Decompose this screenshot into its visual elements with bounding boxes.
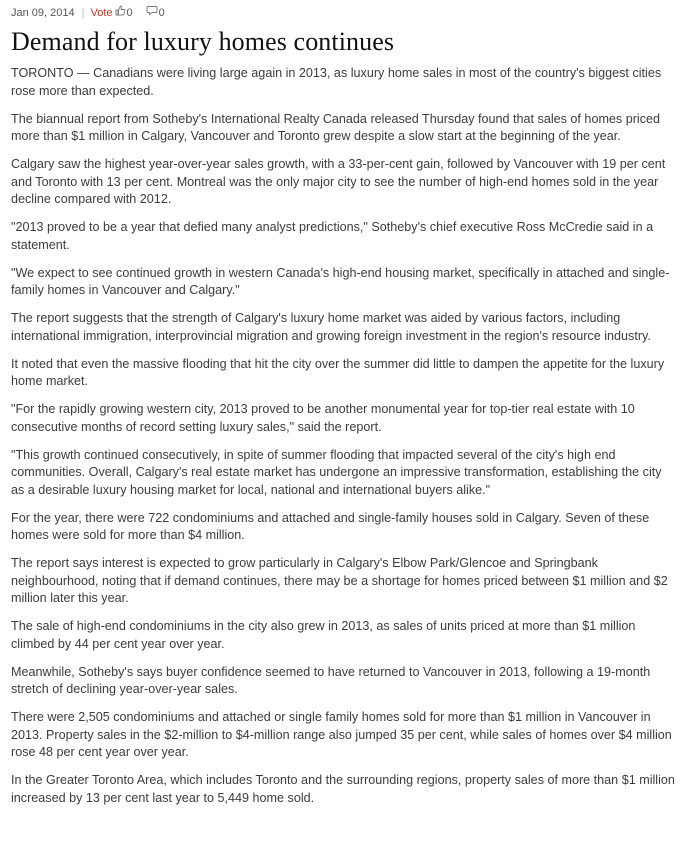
thumbs-up-icon <box>115 4 126 22</box>
paragraph: The sale of high-end condominiums in the city also grew in 2013, as sales of units priced at more than $1 million climbed by 44 per cent year over year. <box>11 619 636 651</box>
comments-button[interactable] <box>144 4 165 22</box>
paragraph: The biannual report from Sotheby's International Realty Canada released Thursday found that sales of homes priced more than $1 million in Calgary, Vancouver and Toronto grew despite a slow start at the beginning of the year. <box>11 111 661 143</box>
paragraph: "For the rapidly growing western city, 2013 proved to be another monumental year for top-tier real estate with 10 consecutive months of record setting luxury sales," said the report. <box>11 402 635 434</box>
paragraph: In the Greater Toronto Area, which includes Toronto and the surrounding regions, property sales of more than $1 million increased by 13 per cent last year to 5,449 home sold. <box>11 773 675 805</box>
vote-label: Vote <box>90 6 113 19</box>
article-body <box>11 65 675 807</box>
paragraph: The report suggests that the strength of Calgary's luxury home market was aided by various factors, including international immigration, interprovincial migration and growing foreign investment in the region's resource industry. <box>11 311 651 343</box>
article-title: Demand for luxury homes continues <box>11 27 395 56</box>
paragraph: Calgary saw the highest year-over-year sales growth, with a 33-per-cent gain, followed by Vancouver with 19 per cent and Toronto with 13 per cent. Montreal was the only major city to see the number of high-end homes sold in the year decline compared with 2012. <box>11 157 666 206</box>
vote-button[interactable] <box>90 4 126 22</box>
paragraph: The report says interest is expected to grow particularly in Calgary's Elbow Park/Glencoe and Springbank neighbourhood, noting that if demand continues, there may be a shortage for homes priced between $1 million and $2 million later this year. <box>11 556 668 605</box>
paragraph: "2013 proved to be a year that defied many analyst predictions," Sotheby's chief executive Ross McCredie said in a statement. <box>11 220 654 252</box>
comment-count: 0 <box>158 7 165 19</box>
meta-separator: | <box>81 7 85 19</box>
publish-date: Jan 09, 2014 <box>11 7 75 19</box>
paragraph: It noted that even the massive flooding that hit the city over the summer did little to dampen the appetite for the luxury home market. <box>11 356 665 388</box>
paragraph: "We expect to see continued growth in western Canada's high-end housing market, specifically in attached and single-family homes in Vancouver and Calgary." <box>11 265 670 297</box>
paragraph: Meanwhile, Sotheby's says buyer confidence seemed to have returned to Vancouver in 2013, following a 19-month stretch of declining year-over-year sales. <box>11 664 651 696</box>
paragraph: TORONTO — Canadians were living large again in 2013, as luxury home sales in most of the country's biggest cities rose more than expected. <box>11 66 662 98</box>
paragraph: "This growth continued consecutively, in spite of summer flooding that impacted several of the city's high end communities. Overall, Calgary's real estate market has undergone an impressive transformation, establishing the city as a desirable luxury housing market for local, national and international buyers alike." <box>11 447 662 497</box>
speech-bubble-icon <box>146 4 158 22</box>
paragraph: For the year, there were 722 condominiums and attached and single-family houses sold in Calgary. Seven of these homes were sold for more than $4 million. <box>11 510 650 542</box>
paragraph: There were 2,505 condominiums and attached or single family homes sold for more than $1 million in Vancouver in 2013. Property sales in the $2-million to $4-million range also jumped 35 per cent, while sales of homes over $4 million rose 48 per cent year over year. <box>11 710 672 759</box>
vote-count: 0 <box>126 7 133 19</box>
article-meta <box>11 4 675 22</box>
